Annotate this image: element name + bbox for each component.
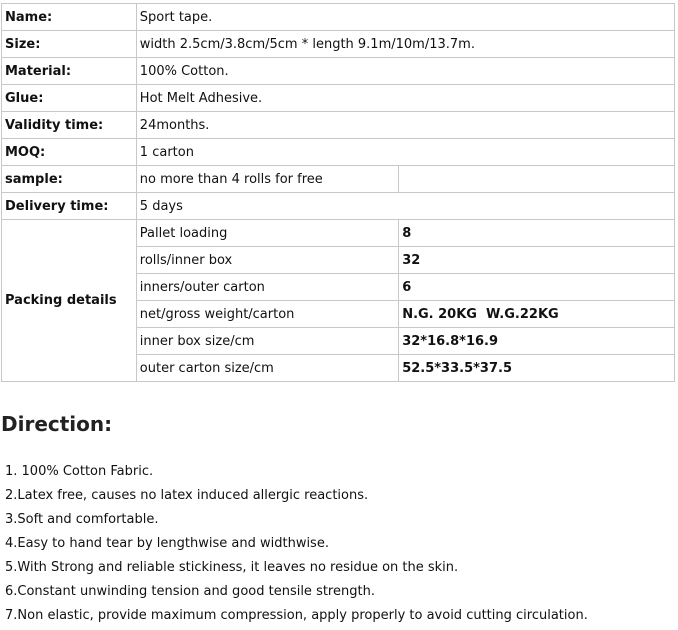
table-row — [2, 193, 675, 220]
spec-value: 24months. — [136, 112, 674, 139]
spec-value: 100% Cotton. — [136, 58, 674, 85]
packing-key: inners/outer carton — [136, 274, 398, 301]
spec-value: Sport tape. — [136, 4, 674, 31]
list-item: 3.Soft and comfortable. — [5, 512, 159, 527]
table-row — [2, 112, 675, 139]
list-item: 2.Latex free, causes no latex induced allergic reactions. — [5, 488, 369, 503]
spec-value: 1 carton — [136, 139, 674, 166]
table-row — [2, 139, 675, 166]
empty-cell — [399, 166, 675, 193]
list-item: 6.Constant unwinding tension and good tensile strength. — [5, 584, 375, 599]
list-item: 5.With Strong and reliable stickiness, it leaves no residue on the skin. — [5, 560, 459, 575]
packing-key: rolls/inner box — [136, 247, 398, 274]
table-row — [2, 85, 675, 112]
list-item: 1. 100% Cotton Fabric. — [5, 464, 154, 479]
packing-value: 52.5*33.5*37.5 — [399, 355, 675, 382]
spec-table — [1, 3, 675, 382]
packing-value: 32 — [399, 247, 675, 274]
spec-label: sample: — [2, 166, 137, 193]
packing-value: 6 — [399, 274, 675, 301]
table-row — [2, 31, 675, 58]
packing-key: inner box size/cm — [136, 328, 398, 355]
spec-label: Material: — [2, 58, 137, 85]
spec-label: MOQ: — [2, 139, 137, 166]
spec-label: Size: — [2, 31, 137, 58]
spec-value: width 2.5cm/3.8cm/5cm * length 9.1m/10m/13.7m. — [136, 31, 674, 58]
packing-value: N.G. 20KG W.G.22KG — [399, 301, 675, 328]
packing-label: Packing details — [2, 220, 137, 382]
spec-value: 5 days — [136, 193, 674, 220]
spec-label: Delivery time: — [2, 193, 137, 220]
table-row — [2, 58, 675, 85]
spec-value: no more than 4 rolls for free — [136, 166, 398, 193]
table-row — [2, 166, 675, 193]
direction-list — [5, 462, 588, 630]
table-row — [2, 220, 675, 247]
packing-key: outer carton size/cm — [136, 355, 398, 382]
list-item: 7.Non elastic, provide maximum compression, apply properly to avoid cutting circulation. — [5, 608, 588, 623]
list-item: 4.Easy to hand tear by lengthwise and widthwise. — [5, 536, 329, 551]
packing-key: net/gross weight/carton — [136, 301, 398, 328]
packing-key: Pallet loading — [136, 220, 398, 247]
packing-value: 32*16.8*16.9 — [399, 328, 675, 355]
packing-value: 8 — [399, 220, 675, 247]
spec-value: Hot Melt Adhesive. — [136, 85, 674, 112]
table-row — [2, 4, 675, 31]
spec-label: Glue: — [2, 85, 137, 112]
spec-label: Validity time: — [2, 112, 137, 139]
spec-label: Name: — [2, 4, 137, 31]
direction-heading: Direction: — [1, 412, 113, 436]
